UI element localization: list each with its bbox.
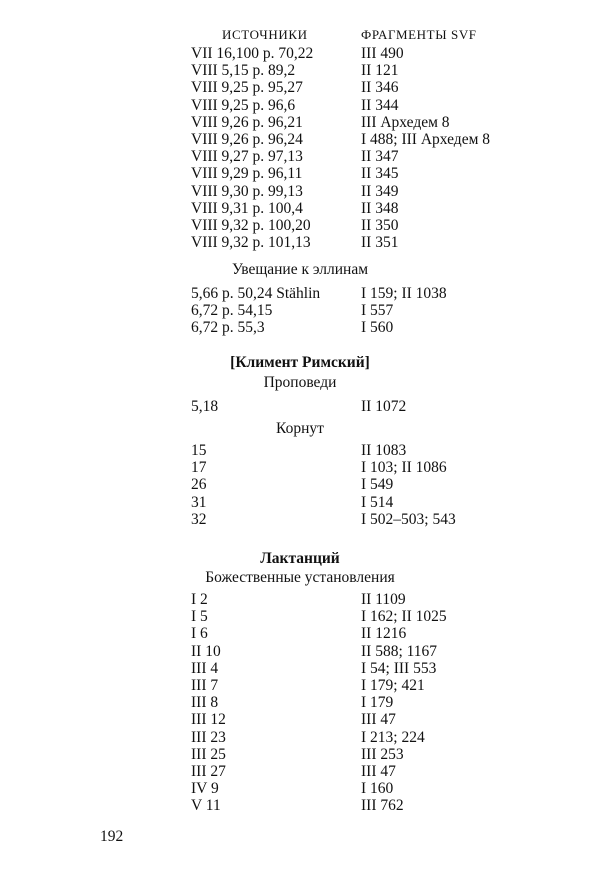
fragment-ref: I 514 — [361, 493, 394, 511]
table-row — [0, 398, 600, 415]
fragment-ref: III 47 — [361, 711, 396, 729]
source-ref: 31 — [191, 493, 207, 511]
fragment-ref: I 560 — [361, 319, 394, 337]
table-row — [0, 131, 600, 148]
fragment-ref: II 1216 — [361, 625, 407, 643]
source-ref: VIII 9,32 p. 101,13 — [191, 234, 311, 252]
fragment-ref: II 345 — [361, 165, 399, 183]
source-ref: VII 16,100 p. 70,22 — [191, 45, 314, 62]
source-ref: 17 — [191, 459, 207, 477]
fragment-ref: II 121 — [361, 62, 399, 80]
table-row — [0, 729, 600, 746]
section-4-rows — [0, 442, 600, 528]
source-ref: VIII 9,29 p. 96,11 — [191, 165, 303, 183]
fragment-ref: I 160 — [361, 780, 394, 798]
table-row — [0, 319, 600, 336]
source-ref: VIII 9,26 p. 96,21 — [191, 113, 303, 131]
table-row — [0, 494, 600, 511]
source-ref: 5,18 — [191, 398, 219, 415]
table-row — [0, 797, 600, 814]
fragment-ref: I 488; III Архедем 8 — [361, 130, 491, 148]
fragment-ref: I 502–503; 543 — [361, 510, 456, 528]
section-title: Божественные установления — [205, 569, 395, 586]
source-ref: I 6 — [191, 625, 208, 643]
table-row — [0, 591, 600, 608]
section-2-rows — [0, 285, 600, 337]
source-ref: VIII 9,25 p. 96,6 — [191, 96, 296, 114]
table-row — [0, 763, 600, 780]
source-ref: VIII 5,15 p. 89,2 — [191, 62, 296, 80]
table-row — [0, 302, 600, 319]
source-ref: 26 — [191, 476, 207, 494]
source-ref: I 2 — [191, 591, 208, 608]
section-title: Проповеди — [263, 374, 337, 391]
fragment-ref: II 348 — [361, 199, 399, 217]
fragment-ref: I 179; 421 — [361, 676, 425, 694]
table-row — [0, 234, 600, 251]
author-heading: [Климент Римский] — [230, 354, 370, 371]
section-1-rows — [0, 45, 600, 251]
column-header-sources: ИСТОЧНИКИ — [222, 27, 308, 42]
source-ref: 6,72 p. 54,15 — [191, 302, 273, 320]
fragment-ref: I 159; II 1038 — [361, 285, 447, 302]
fragment-ref: III 762 — [361, 797, 404, 815]
fragment-ref: II 1072 — [361, 398, 407, 415]
source-ref: VIII 9,31 p. 100,4 — [191, 199, 303, 217]
column-header-fragments: ФРАГМЕНТЫ SVF — [361, 27, 477, 42]
table-row — [0, 459, 600, 476]
source-ref: III 4 — [191, 659, 219, 677]
source-ref: 15 — [191, 442, 207, 459]
table-row — [0, 643, 600, 660]
source-ref: III 25 — [191, 745, 226, 763]
fragment-ref: II 1083 — [361, 442, 407, 459]
source-ref: III 8 — [191, 694, 219, 712]
fragment-ref: I 213; 224 — [361, 728, 425, 746]
fragment-ref: I 103; II 1086 — [361, 459, 447, 477]
fragment-ref: I 549 — [361, 476, 394, 494]
table-row — [0, 97, 600, 114]
fragment-ref: II 350 — [361, 216, 399, 234]
fragment-ref: II 351 — [361, 234, 399, 252]
fragment-ref: I 179 — [361, 694, 394, 712]
source-ref: III 7 — [191, 676, 219, 694]
table-row — [0, 476, 600, 493]
fragment-ref: II 588; 1167 — [361, 642, 438, 660]
fragment-ref: III 253 — [361, 745, 404, 763]
table-row — [0, 148, 600, 165]
table-row — [0, 511, 600, 528]
source-ref: VIII 9,26 p. 96,24 — [191, 130, 303, 148]
table-row — [0, 677, 600, 694]
source-ref: II 10 — [191, 642, 221, 660]
source-ref: IV 9 — [191, 780, 219, 798]
table-row — [0, 711, 600, 728]
source-ref: I 5 — [191, 608, 208, 626]
table-row — [0, 660, 600, 677]
table-row — [0, 608, 600, 625]
source-ref: VIII 9,27 p. 97,13 — [191, 148, 303, 166]
fragment-ref: II 347 — [361, 148, 399, 166]
table-row — [0, 285, 600, 302]
table-row — [0, 45, 600, 62]
section-title: Корнут — [276, 420, 324, 437]
table-row — [0, 625, 600, 642]
table-row — [0, 165, 600, 182]
table-row — [0, 780, 600, 797]
table-row — [0, 62, 600, 79]
fragment-ref: III 47 — [361, 762, 396, 780]
fragment-ref: III 490 — [361, 45, 404, 62]
fragment-ref: I 162; II 1025 — [361, 608, 447, 626]
table-row — [0, 114, 600, 131]
source-ref: V 11 — [191, 797, 221, 815]
fragment-ref: II 349 — [361, 182, 399, 200]
source-ref: VIII 9,32 p. 100,20 — [191, 216, 311, 234]
table-row — [0, 746, 600, 763]
source-ref: 32 — [191, 510, 207, 528]
fragment-ref: III Архедем 8 — [361, 113, 450, 131]
section-5-rows — [0, 591, 600, 814]
source-ref: VIII 9,25 p. 95,27 — [191, 79, 303, 97]
source-ref: III 23 — [191, 728, 226, 746]
page-number: 192 — [100, 828, 124, 845]
author-heading: Лактанций — [260, 550, 340, 567]
table-row — [0, 217, 600, 234]
source-ref: III 12 — [191, 711, 226, 729]
table-row — [0, 442, 600, 459]
source-ref: 6,72 p. 55,3 — [191, 319, 265, 337]
section-title: Увещание к эллинам — [231, 261, 369, 278]
section-3-rows — [0, 398, 600, 415]
fragment-ref: I 557 — [361, 302, 394, 320]
table-row — [0, 694, 600, 711]
source-ref: 5,66 p. 50,24 Stählin — [191, 285, 321, 302]
fragment-ref: II 344 — [361, 96, 399, 114]
fragment-ref: II 346 — [361, 79, 399, 97]
table-row — [0, 183, 600, 200]
source-ref: III 27 — [191, 762, 226, 780]
fragment-ref: I 54; III 553 — [361, 659, 437, 677]
table-row — [0, 200, 600, 217]
fragment-ref: II 1109 — [361, 591, 406, 608]
table-row — [0, 79, 600, 96]
source-ref: VIII 9,30 p. 99,13 — [191, 182, 303, 200]
